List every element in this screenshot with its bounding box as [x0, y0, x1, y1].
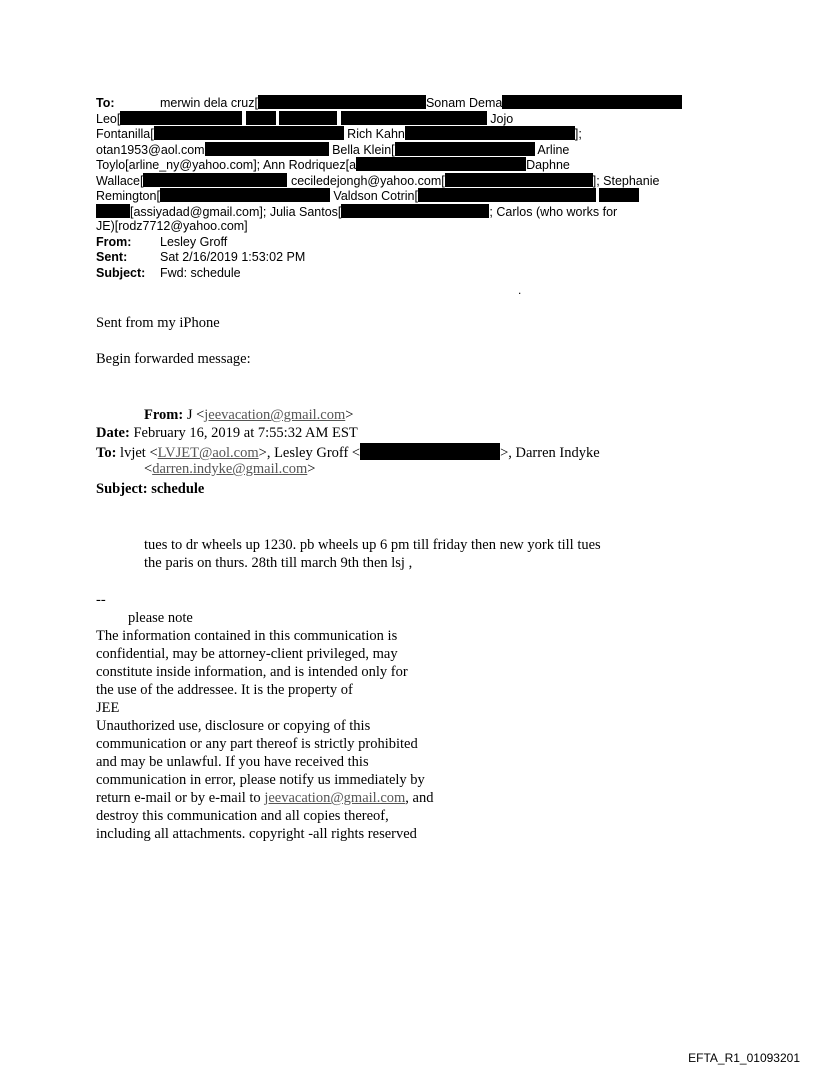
- to-recipient: [assiyadad@gmail.com]; Julia Santos[: [130, 204, 342, 219]
- jeevacation-email-link[interactable]: jeevacation@gmail.com: [264, 790, 406, 806]
- disclaimer-line: and may be unlawful. If you have received this: [96, 754, 369, 770]
- begin-forwarded: Begin forwarded message:: [96, 351, 251, 367]
- to-recipient: Bella Klein[: [332, 142, 395, 157]
- to-recipient: Valdson Cotrin[: [333, 189, 418, 203]
- to-recipient: otan1953@aol.com: [96, 142, 205, 157]
- disclaimer-line: The information contained in this communication is: [96, 628, 398, 644]
- stray-dot: .: [518, 283, 522, 297]
- message-line-1: tues to dr wheels up 1230. pb wheels up 6 pm till friday then new york till tues: [144, 537, 601, 553]
- fwd-to-text: lvjet <: [120, 445, 158, 461]
- fwd-from-line: [144, 407, 353, 425]
- darren-email-link[interactable]: darren.indyke@gmail.com: [152, 461, 308, 477]
- sent-label: Sent:: [96, 250, 128, 264]
- disclaimer-line: communication or any part thereof is strictly prohibited: [96, 736, 418, 752]
- redaction: [502, 95, 682, 109]
- subject-line: [96, 266, 716, 282]
- to-line-6: [96, 173, 716, 189]
- fwd-to-line-2: [144, 461, 315, 479]
- disclaimer-line: constitute inside information, and is intended only for: [96, 664, 408, 680]
- fwd-date-value: February 16, 2019 at 7:55:32 AM EST: [133, 425, 358, 441]
- fwd-to-text: >, Darren Indyke: [500, 445, 600, 461]
- disclaimer-return-line: [96, 790, 433, 808]
- to-recipient: JE)[rodz7712@yahoo.com]: [96, 219, 248, 233]
- fwd-from-close: >: [345, 407, 354, 423]
- fwd-to-text: <: [144, 461, 153, 477]
- to-recipient: Sonam Dema: [425, 96, 503, 110]
- disclaimer-line: JEE: [96, 700, 120, 716]
- fwd-from-name: J <: [186, 407, 205, 423]
- redaction: [279, 111, 337, 125]
- to-recipient: ; Carlos (who works for: [489, 204, 618, 219]
- disclaimer-text: , and: [405, 790, 434, 806]
- redaction: [96, 204, 130, 218]
- to-recipient: Fontanilla[: [96, 127, 154, 141]
- to-recipient: Leo[: [96, 111, 121, 126]
- fwd-to-text: >: [307, 461, 316, 477]
- disclaimer-line: including all attachments. copyright -all rights reserved: [96, 826, 417, 842]
- document-id: EFTA_R1_01093201: [688, 1051, 800, 1065]
- email-header: [96, 95, 716, 281]
- redaction: [356, 157, 526, 171]
- redaction: [120, 111, 242, 125]
- redaction: [205, 142, 329, 156]
- sent-from-iphone: Sent from my iPhone: [96, 315, 220, 331]
- redaction: [418, 188, 596, 202]
- to-recipient: Jojo: [490, 111, 514, 126]
- to-line-4: [96, 142, 716, 158]
- disclaimer-line: the use of the addressee. It is the property of: [96, 682, 353, 698]
- subject-value: Fwd: schedule: [160, 265, 241, 280]
- to-recipient: Daphne: [526, 158, 570, 172]
- fwd-to-label: To:: [96, 445, 117, 461]
- fwd-from-email-link[interactable]: jeevacation@gmail.com: [204, 407, 346, 423]
- sent-value: Sat 2/16/2019 1:53:02 PM: [160, 250, 306, 264]
- message-line-2: the paris on thurs. 28th till march 9th then lsj ,: [144, 555, 413, 571]
- to-line-1: [96, 95, 716, 111]
- fwd-subject-line: [96, 481, 204, 499]
- from-value: Lesley Groff: [160, 234, 228, 249]
- redaction: [160, 188, 330, 202]
- disclaimer-line: confidential, may be attorney-client privileged, may: [96, 646, 398, 662]
- redaction: [360, 443, 500, 460]
- to-line-7: [96, 188, 716, 204]
- redaction: [405, 126, 575, 140]
- to-recipient: Toylo[arline_ny@yahoo.com]; Ann Rodriquez[a: [96, 158, 357, 172]
- redaction: [395, 142, 535, 156]
- subject-label: Subject:: [96, 265, 146, 280]
- from-line: [96, 235, 716, 251]
- to-line-5: [96, 157, 716, 173]
- to-recipient: ]; Stephanie: [592, 173, 660, 188]
- disclaimer-line: Unauthorized use, disclosure or copying of this: [96, 718, 371, 734]
- to-recipient: ceciledejongh@yahoo.com[: [290, 173, 445, 188]
- redaction: [341, 111, 487, 125]
- to-line-2: [96, 111, 716, 127]
- redaction: [143, 173, 287, 187]
- sent-line: [96, 250, 716, 266]
- fwd-to-text: >, Lesley Groff <: [258, 445, 361, 461]
- redaction: [445, 173, 593, 187]
- signature-dashes: --: [96, 592, 106, 608]
- from-label: From:: [96, 234, 132, 249]
- fwd-from-label: From:: [144, 407, 184, 423]
- disclaimer-line: destroy this communication and all copies thereof,: [96, 808, 389, 824]
- fwd-date-line: [96, 425, 358, 443]
- fwd-date-label: Date:: [96, 425, 130, 441]
- redaction: [246, 111, 276, 125]
- to-recipient: Remington[: [96, 189, 160, 203]
- to-line-8: [96, 204, 716, 220]
- disclaimer-text: return e-mail or by e-mail to: [96, 790, 265, 806]
- to-recipient: Rich Kahn: [347, 127, 405, 141]
- redaction: [341, 204, 489, 218]
- disclaimer-line: communication in error, please notify us immediately by: [96, 772, 425, 788]
- fwd-subject-value: schedule: [151, 481, 205, 497]
- redaction: [599, 188, 639, 202]
- to-recipient: merwin dela cruz[: [160, 96, 258, 110]
- fwd-subject-label: Subject:: [96, 481, 148, 497]
- to-recipient: Arline: [537, 142, 570, 157]
- fwd-to-line: [96, 443, 600, 463]
- to-recipient: ];: [574, 127, 582, 141]
- please-note: please note: [128, 610, 193, 626]
- to-recipient: Wallace[: [96, 173, 144, 188]
- redaction: [154, 126, 344, 140]
- lvjet-email-link[interactable]: LVJET@aol.com: [157, 445, 259, 461]
- to-line-9: [96, 219, 716, 235]
- to-label: To:: [96, 96, 115, 110]
- to-line-3: [96, 126, 716, 142]
- redaction: [258, 95, 426, 109]
